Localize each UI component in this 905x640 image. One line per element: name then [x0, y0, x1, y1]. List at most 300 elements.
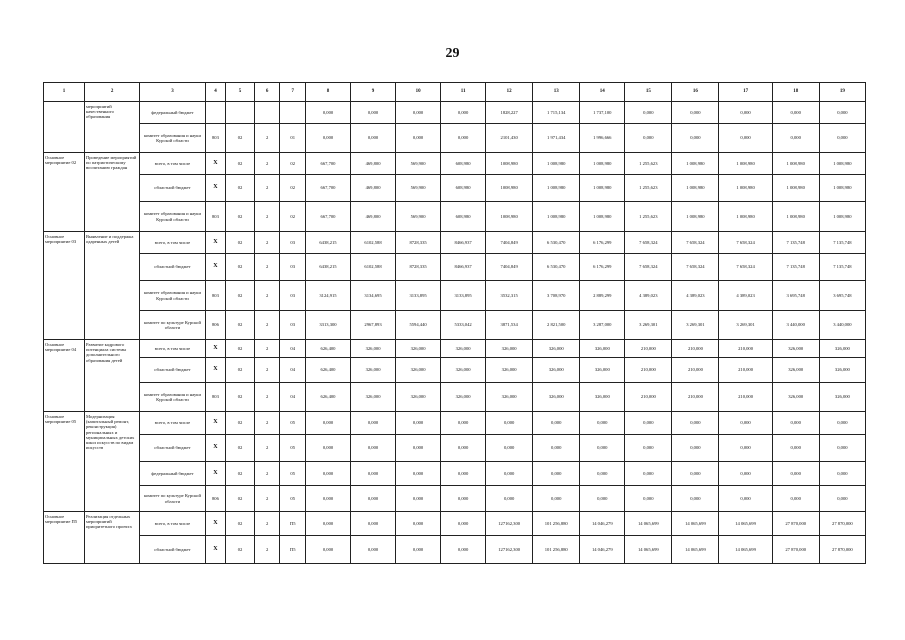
amount-cell: 0,000: [305, 486, 350, 512]
amount-cell: 127162,300: [486, 536, 533, 564]
amount-cell: 210,000: [625, 358, 672, 383]
code-cell: 2: [254, 232, 280, 254]
status-cell: [44, 102, 85, 153]
amount-cell: 7404,849: [486, 232, 533, 254]
amount-cell: 210,000: [672, 358, 719, 383]
column-number-17: 17: [719, 83, 772, 102]
amount-cell: 0,000: [819, 435, 865, 462]
amount-cell: 7 658,324: [672, 232, 719, 254]
amount-cell: 0,000: [441, 412, 486, 435]
status-cell: Основное мероприятие 03: [44, 232, 85, 340]
amount-cell: 0,000: [351, 412, 396, 435]
code-cell: 02: [226, 202, 255, 232]
code-cell: [254, 102, 280, 124]
amount-cell: 0,000: [351, 124, 396, 153]
code-cell: 2: [254, 486, 280, 512]
code-cell: 04: [280, 358, 306, 383]
amount-cell: 326,000: [441, 340, 486, 358]
amount-cell: 608,980: [441, 202, 486, 232]
table-row: [44, 512, 866, 536]
code-cell: 806: [205, 311, 225, 340]
column-number-16: 16: [672, 83, 719, 102]
code-cell: [205, 102, 225, 124]
amount-cell: 1 008,980: [819, 202, 865, 232]
amount-cell: 0,000: [625, 102, 672, 124]
amount-cell: 8466,937: [441, 254, 486, 281]
amount-cell: 101 256,880: [533, 512, 580, 536]
code-cell: X: [205, 254, 225, 281]
amount-cell: 626,400: [305, 358, 350, 383]
amount-cell: 14 046,279: [580, 536, 625, 564]
amount-cell: 6438,215: [305, 254, 350, 281]
amount-cell: 326,000: [351, 340, 396, 358]
amount-cell: 5333,042: [441, 311, 486, 340]
amount-cell: 1 737,100: [580, 102, 625, 124]
amount-cell: 0,000: [625, 486, 672, 512]
column-number-4: 4: [205, 83, 225, 102]
amount-cell: 569,900: [396, 202, 441, 232]
code-cell: X: [205, 358, 225, 383]
code-cell: 803: [205, 124, 225, 153]
amount-cell: 326,000: [772, 358, 819, 383]
amount-cell: 3133,895: [441, 281, 486, 311]
code-cell: 02: [226, 311, 255, 340]
amount-cell: 0,000: [672, 462, 719, 486]
code-cell: 2: [254, 512, 280, 536]
code-cell: 02: [226, 340, 255, 358]
amount-cell: 667,700: [305, 175, 350, 202]
amount-cell: 469,800: [351, 175, 396, 202]
amount-cell: 14 065,699: [625, 536, 672, 564]
amount-cell: 0,000: [486, 435, 533, 462]
status-cell: Основное мероприятие П5: [44, 512, 85, 564]
amount-cell: 326,000: [580, 340, 625, 358]
amount-cell: 7 135,748: [772, 232, 819, 254]
amount-cell: 5594,440: [396, 311, 441, 340]
amount-cell: 4 389,023: [719, 281, 772, 311]
code-cell: 2: [254, 124, 280, 153]
amount-cell: 1008,980: [486, 175, 533, 202]
page-number: 29: [445, 46, 460, 61]
amount-cell: 0,000: [441, 536, 486, 564]
amount-cell: 326,000: [441, 383, 486, 412]
amount-cell: 0,000: [396, 462, 441, 486]
amount-cell: 1 008,980: [672, 153, 719, 175]
event-name-cell: Реализация отдельных мероприятий приоритетного проекта: [84, 512, 139, 564]
amount-cell: 1008,980: [486, 202, 533, 232]
amount-cell: 210,000: [625, 383, 672, 412]
code-cell: 2: [254, 311, 280, 340]
amount-cell: 326,000: [396, 358, 441, 383]
amount-cell: 3134,695: [351, 281, 396, 311]
amount-cell: 210,000: [672, 383, 719, 412]
funding-source-cell: всего, в том числе: [140, 340, 206, 358]
amount-cell: 14 046,279: [580, 512, 625, 536]
code-cell: 02: [280, 153, 306, 175]
code-cell: 02: [226, 486, 255, 512]
amount-cell: 1 008,980: [533, 153, 580, 175]
table-row: [44, 340, 866, 358]
amount-cell: 210,000: [719, 383, 772, 412]
code-cell: X: [205, 340, 225, 358]
amount-cell: 1 008,980: [772, 153, 819, 175]
amount-cell: 0,000: [533, 435, 580, 462]
amount-cell: 27 870,000: [819, 512, 865, 536]
amount-cell: 0,000: [396, 435, 441, 462]
amount-cell: 6102,588: [351, 232, 396, 254]
funding-source-cell: областной бюджет: [140, 358, 206, 383]
status-cell: Основное мероприятие 05: [44, 412, 85, 512]
amount-cell: 326,000: [351, 383, 396, 412]
code-cell: X: [205, 512, 225, 536]
amount-cell: 0,000: [486, 412, 533, 435]
code-cell: П5: [280, 536, 306, 564]
table-row: [44, 412, 866, 435]
amount-cell: 326,000: [486, 340, 533, 358]
amount-cell: 210,000: [719, 358, 772, 383]
code-cell: 2: [254, 254, 280, 281]
table-row: [44, 311, 866, 340]
table-row: [44, 435, 866, 462]
amount-cell: 1 008,980: [819, 175, 865, 202]
amount-cell: 326,000: [396, 383, 441, 412]
column-number-2: 2: [84, 83, 139, 102]
code-cell: 02: [226, 435, 255, 462]
funding-source-cell: комитет образования и науки Курской области: [140, 383, 206, 412]
table-row: [44, 536, 866, 564]
event-name-cell: мероприятий качественного образования: [84, 102, 139, 153]
status-cell: Основное мероприятие 04: [44, 340, 85, 412]
table-row: [44, 486, 866, 512]
amount-cell: 14 065,699: [672, 512, 719, 536]
amount-cell: 0,000: [772, 486, 819, 512]
funding-source-cell: комитет образования и науки Курской области: [140, 281, 206, 311]
table-header-row: [44, 83, 866, 102]
amount-cell: 7 658,324: [719, 254, 772, 281]
table-row: [44, 462, 866, 486]
amount-cell: 6102,588: [351, 254, 396, 281]
amount-cell: 6438,215: [305, 232, 350, 254]
amount-cell: 667,700: [305, 202, 350, 232]
amount-cell: 1 008,980: [719, 175, 772, 202]
code-cell: 02: [226, 124, 255, 153]
amount-cell: 469,800: [351, 202, 396, 232]
funding-source-cell: комитет по культуре Курской области: [140, 311, 206, 340]
amount-cell: 0,000: [672, 435, 719, 462]
table-row: [44, 102, 866, 124]
funding-source-cell: всего, в том числе: [140, 232, 206, 254]
column-number-8: 8: [305, 83, 350, 102]
amount-cell: 0,000: [719, 435, 772, 462]
amount-cell: 6 530,470: [533, 254, 580, 281]
amount-cell: 0,000: [396, 536, 441, 564]
amount-cell: 326,000: [533, 358, 580, 383]
amount-cell: 2967,893: [351, 311, 396, 340]
code-cell: 01: [280, 124, 306, 153]
amount-cell: 1 008,980: [533, 175, 580, 202]
code-cell: 03: [280, 281, 306, 311]
amount-cell: 0,000: [351, 462, 396, 486]
amount-cell: 1 008,980: [580, 153, 625, 175]
event-name-cell: Развитие кадрового потенциала системы дополнительного образования детей: [84, 340, 139, 412]
code-cell: 02: [226, 462, 255, 486]
budget-table: [43, 82, 866, 564]
funding-source-cell: комитет по культуре Курской области: [140, 486, 206, 512]
amount-cell: 14 065,699: [719, 536, 772, 564]
code-cell: X: [205, 232, 225, 254]
table-row: [44, 153, 866, 175]
amount-cell: 0,000: [305, 536, 350, 564]
amount-cell: 210,000: [719, 340, 772, 358]
code-cell: 05: [280, 435, 306, 462]
amount-cell: 326,000: [533, 340, 580, 358]
column-number-1: 1: [44, 83, 85, 102]
amount-cell: 0,000: [580, 486, 625, 512]
column-number-7: 7: [280, 83, 306, 102]
amount-cell: 0,000: [305, 102, 350, 124]
amount-cell: 101 256,880: [533, 536, 580, 564]
amount-cell: 1 008,980: [672, 175, 719, 202]
amount-cell: 7 658,324: [672, 254, 719, 281]
amount-cell: 1 008,980: [580, 175, 625, 202]
amount-cell: 0,000: [305, 124, 350, 153]
amount-cell: 4 389,023: [672, 281, 719, 311]
code-cell: 02: [280, 202, 306, 232]
amount-cell: 6 530,470: [533, 232, 580, 254]
column-number-14: 14: [580, 83, 625, 102]
amount-cell: 326,000: [533, 383, 580, 412]
funding-source-cell: федеральный бюджет: [140, 462, 206, 486]
amount-cell: 3 269,301: [625, 311, 672, 340]
code-cell: [280, 102, 306, 124]
amount-cell: 3313,300: [305, 311, 350, 340]
code-cell: 02: [280, 175, 306, 202]
amount-cell: 8728,335: [396, 254, 441, 281]
amount-cell: 0,000: [441, 124, 486, 153]
amount-cell: 14 065,699: [719, 512, 772, 536]
code-cell: 02: [226, 232, 255, 254]
amount-cell: 1 008,980: [533, 202, 580, 232]
code-cell: 2: [254, 383, 280, 412]
amount-cell: 27 870,000: [819, 536, 865, 564]
code-cell: 2: [254, 175, 280, 202]
amount-cell: 27 870,000: [772, 536, 819, 564]
amount-cell: 0,000: [719, 412, 772, 435]
amount-cell: 326,000: [580, 383, 625, 412]
amount-cell: 3124,915: [305, 281, 350, 311]
amount-cell: 7 658,324: [719, 232, 772, 254]
amount-cell: 0,000: [772, 124, 819, 153]
code-cell: 04: [280, 340, 306, 358]
amount-cell: 0,000: [351, 486, 396, 512]
code-cell: 2: [254, 412, 280, 435]
amount-cell: 0,000: [396, 124, 441, 153]
funding-source-cell: федеральный бюджет: [140, 102, 206, 124]
amount-cell: 0,000: [625, 124, 672, 153]
amount-cell: 469,800: [351, 153, 396, 175]
code-cell: X: [205, 435, 225, 462]
amount-cell: 3 708,970: [533, 281, 580, 311]
amount-cell: 0,000: [672, 486, 719, 512]
amount-cell: 1 715,134: [533, 102, 580, 124]
code-cell: 02: [226, 412, 255, 435]
column-number-10: 10: [396, 83, 441, 102]
code-cell: 2: [254, 153, 280, 175]
amount-cell: 0,000: [533, 486, 580, 512]
amount-cell: 0,000: [351, 435, 396, 462]
amount-cell: 1 971,434: [533, 124, 580, 153]
amount-cell: 569,900: [396, 175, 441, 202]
code-cell: 2: [254, 281, 280, 311]
column-number-6: 6: [254, 83, 280, 102]
amount-cell: 326,000: [441, 358, 486, 383]
amount-cell: 8466,937: [441, 232, 486, 254]
amount-cell: 0,000: [672, 102, 719, 124]
amount-cell: 0,000: [441, 435, 486, 462]
amount-cell: 326,000: [396, 340, 441, 358]
amount-cell: 0,000: [533, 462, 580, 486]
amount-cell: 0,000: [396, 512, 441, 536]
funding-source-cell: областной бюджет: [140, 175, 206, 202]
amount-cell: 1 996,666: [580, 124, 625, 153]
column-number-18: 18: [772, 83, 819, 102]
table-row: [44, 232, 866, 254]
amount-cell: 0,000: [672, 124, 719, 153]
amount-cell: 0,000: [486, 486, 533, 512]
amount-cell: 0,000: [305, 412, 350, 435]
amount-cell: 1 008,980: [672, 202, 719, 232]
amount-cell: 1 008,980: [772, 175, 819, 202]
amount-cell: 0,000: [351, 102, 396, 124]
amount-cell: 326,000: [351, 358, 396, 383]
amount-cell: 3 269,301: [719, 311, 772, 340]
column-number-5: 5: [226, 83, 255, 102]
amount-cell: 0,000: [580, 462, 625, 486]
code-cell: X: [205, 536, 225, 564]
amount-cell: 3 287,000: [580, 311, 625, 340]
amount-cell: 0,000: [396, 412, 441, 435]
amount-cell: 3133,895: [396, 281, 441, 311]
amount-cell: 0,000: [719, 102, 772, 124]
amount-cell: 0,000: [580, 412, 625, 435]
funding-source-cell: областной бюджет: [140, 536, 206, 564]
code-cell: 02: [226, 175, 255, 202]
amount-cell: 0,000: [441, 486, 486, 512]
amount-cell: 0,000: [441, 102, 486, 124]
code-cell: 02: [226, 512, 255, 536]
amount-cell: 0,000: [819, 462, 865, 486]
amount-cell: 14 065,699: [625, 512, 672, 536]
funding-source-cell: комитет образования и науки Курской области: [140, 124, 206, 153]
amount-cell: 0,000: [351, 536, 396, 564]
amount-cell: 1 255,623: [625, 202, 672, 232]
amount-cell: 7 658,324: [625, 254, 672, 281]
amount-cell: 0,000: [772, 435, 819, 462]
amount-cell: 7 135,748: [772, 254, 819, 281]
column-number-12: 12: [486, 83, 533, 102]
code-cell: 2: [254, 536, 280, 564]
table-row: [44, 383, 866, 412]
amount-cell: 569,900: [396, 153, 441, 175]
amount-cell: 326,000: [580, 358, 625, 383]
code-cell: 03: [280, 254, 306, 281]
amount-cell: 0,000: [305, 512, 350, 536]
event-name-cell: Модернизация (капитальный ремонт, реконструкция) региональных и муниципальных детских школ искусств по видам искусств: [84, 412, 139, 512]
amount-cell: 0,000: [486, 462, 533, 486]
amount-cell: 7 135,748: [819, 232, 865, 254]
table-row: [44, 124, 866, 153]
table-row: [44, 281, 866, 311]
amount-cell: 0,000: [625, 412, 672, 435]
amount-cell: 3532,315: [486, 281, 533, 311]
amount-cell: 0,000: [580, 435, 625, 462]
column-number-3: 3: [140, 83, 206, 102]
amount-cell: 0,000: [305, 435, 350, 462]
amount-cell: 0,000: [772, 412, 819, 435]
amount-cell: 2 821,500: [533, 311, 580, 340]
amount-cell: 0,000: [441, 512, 486, 536]
code-cell: 2: [254, 358, 280, 383]
amount-cell: 3 440,000: [772, 311, 819, 340]
code-cell: 02: [226, 383, 255, 412]
amount-cell: 1 008,980: [719, 153, 772, 175]
event-name-cell: Выявление и поддержка одаренных детей: [84, 232, 139, 340]
amount-cell: 0,000: [719, 462, 772, 486]
funding-source-cell: всего, в том числе: [140, 412, 206, 435]
amount-cell: 1 008,980: [772, 202, 819, 232]
code-cell: X: [205, 412, 225, 435]
code-cell: 803: [205, 202, 225, 232]
amount-cell: 326,000: [819, 358, 865, 383]
amount-cell: 0,000: [396, 102, 441, 124]
code-cell: 02: [226, 254, 255, 281]
column-number-19: 19: [819, 83, 865, 102]
table-row: [44, 254, 866, 281]
funding-source-cell: всего, в том числе: [140, 512, 206, 536]
amount-cell: 1 008,980: [719, 202, 772, 232]
amount-cell: 6 176,299: [580, 232, 625, 254]
amount-cell: 0,000: [772, 462, 819, 486]
amount-cell: 8728,335: [396, 232, 441, 254]
amount-cell: 0,000: [719, 486, 772, 512]
event-name-cell: Проведение мероприятий по патриотическому воспитанию граждан: [84, 153, 139, 232]
amount-cell: 210,000: [672, 340, 719, 358]
amount-cell: 0,000: [625, 462, 672, 486]
amount-cell: 1 255,623: [625, 153, 672, 175]
code-cell: 2: [254, 202, 280, 232]
amount-cell: 2 889,299: [580, 281, 625, 311]
code-cell: X: [205, 175, 225, 202]
column-number-15: 15: [625, 83, 672, 102]
amount-cell: 27 870,000: [772, 512, 819, 536]
amount-cell: 0,000: [305, 462, 350, 486]
table-row: [44, 175, 866, 202]
amount-cell: 3871,534: [486, 311, 533, 340]
amount-cell: 3 695,748: [772, 281, 819, 311]
amount-cell: 326,000: [772, 383, 819, 412]
code-cell: 02: [226, 281, 255, 311]
code-cell: 05: [280, 462, 306, 486]
code-cell: 2: [254, 340, 280, 358]
amount-cell: 6 176,299: [580, 254, 625, 281]
amount-cell: 14 065,699: [672, 536, 719, 564]
amount-cell: 326,000: [486, 383, 533, 412]
amount-cell: 608,980: [441, 153, 486, 175]
code-cell: 02: [226, 536, 255, 564]
code-cell: 03: [280, 232, 306, 254]
code-cell: 05: [280, 486, 306, 512]
funding-source-cell: всего, в том числе: [140, 153, 206, 175]
